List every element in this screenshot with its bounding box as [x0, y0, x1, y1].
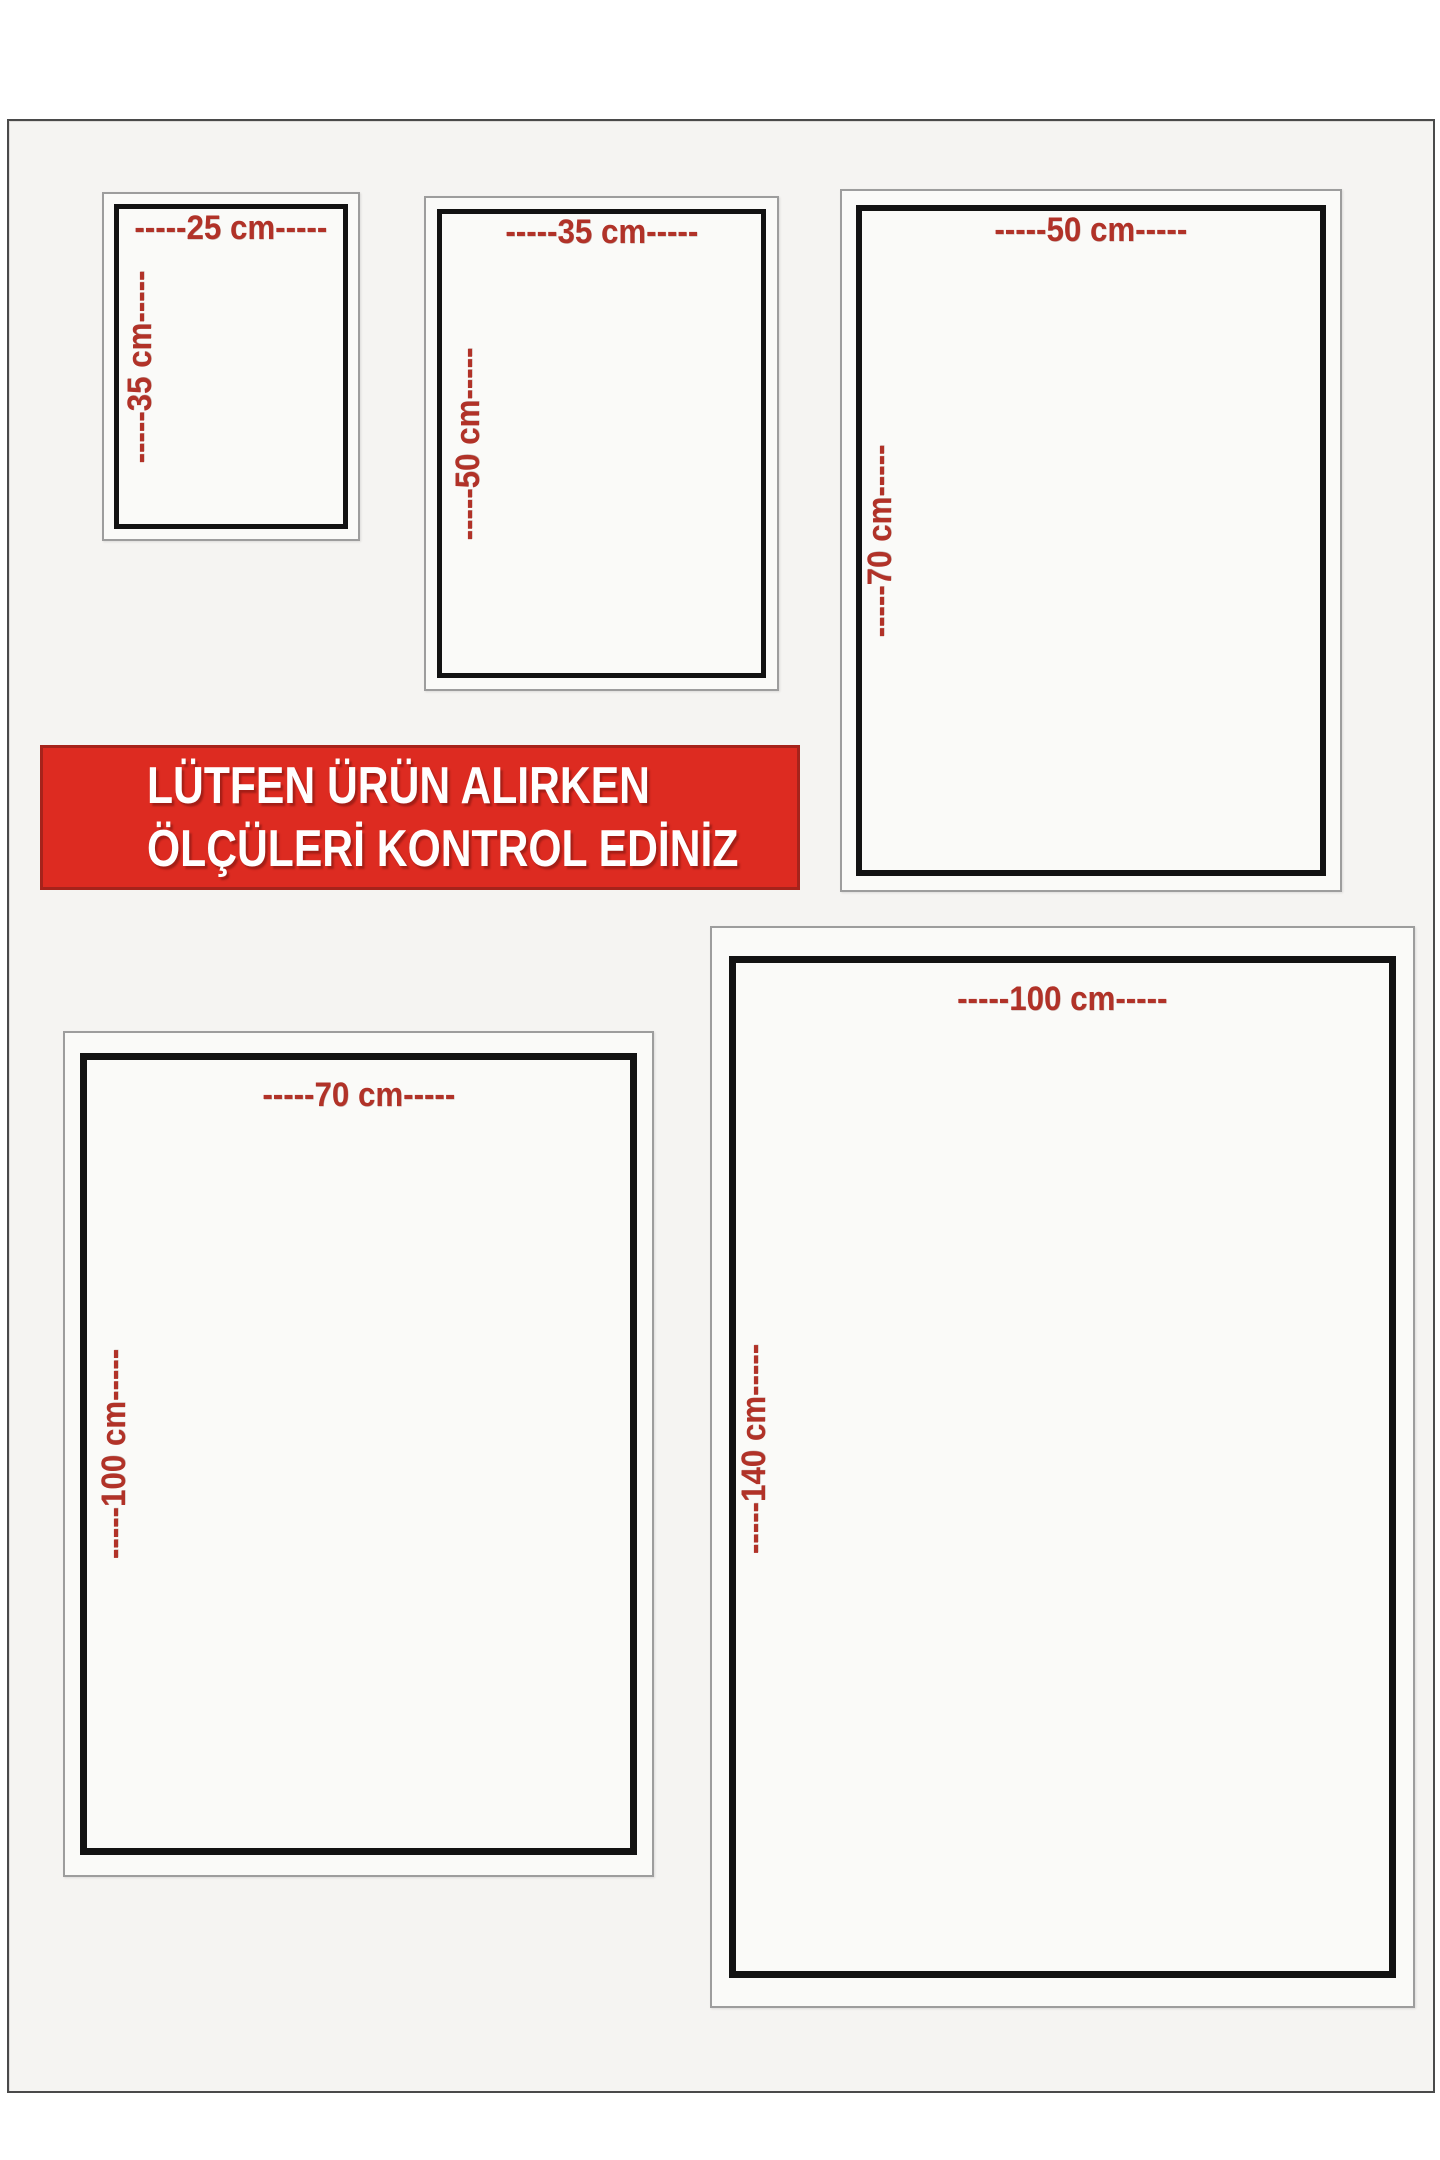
- height-dimension-label: -----140 cm-----: [735, 1343, 773, 1555]
- size-box-100x140-border: [729, 956, 1396, 1978]
- notice-banner-line-1: LÜTFEN ÜRÜN ALIRKEN: [147, 756, 650, 815]
- width-dimension-label: -----50 cm-----: [994, 211, 1188, 249]
- notice-banner-line-2: ÖLÇÜLERİ KONTROL EDİNİZ: [147, 819, 739, 878]
- height-dimension-label: -----70 cm-----: [861, 444, 899, 637]
- width-dimension-label: -----70 cm-----: [262, 1076, 455, 1114]
- height-dimension-label: -----100 cm-----: [95, 1348, 133, 1560]
- width-dimension-label: -----100 cm-----: [957, 980, 1168, 1018]
- size-box-25x35: [102, 192, 360, 541]
- size-box-50x70: [840, 189, 1342, 892]
- size-box-70x100-border: [80, 1053, 637, 1855]
- size-box-50x70-border: [856, 205, 1326, 876]
- notice-banner: [40, 745, 800, 890]
- size-box-70x100: [63, 1031, 654, 1877]
- width-dimension-label: -----25 cm-----: [134, 209, 328, 247]
- size-box-100x140: [710, 926, 1415, 2008]
- width-dimension-label: -----35 cm-----: [505, 213, 698, 251]
- height-dimension-label: -----35 cm-----: [121, 270, 159, 463]
- size-box-35x50: [424, 196, 779, 691]
- height-dimension-label: -----50 cm-----: [449, 347, 487, 540]
